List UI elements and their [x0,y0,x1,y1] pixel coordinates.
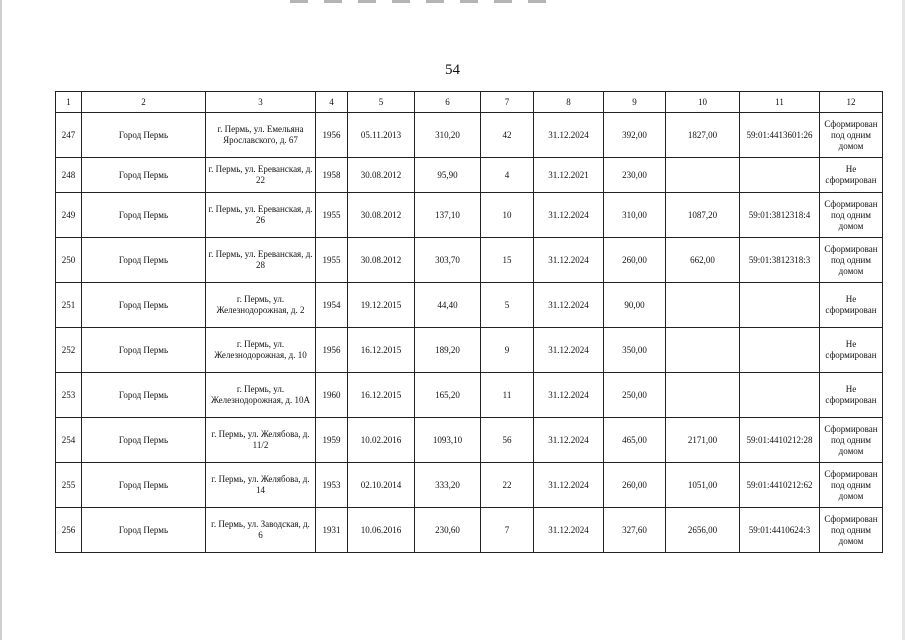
cell-build-year: 1954 [316,283,348,328]
cell-residents: 56 [481,418,534,463]
cell-residents: 4 [481,158,534,193]
cell-area: 95,90 [415,158,481,193]
cell-area: 303,70 [415,238,481,283]
table-row [56,283,883,328]
cell-build-year: 1956 [316,113,348,158]
cell-land-status: Не сформирован [820,373,883,418]
cell-date: 02.10.2014 [348,463,415,508]
cell-date: 16.12.2015 [348,373,415,418]
cell-cost: 260,00 [604,463,666,508]
cell-address: г. Пермь, ул. Заводская, д. 6 [206,508,316,553]
scan-edge-left [0,0,2,640]
cell-area: 230,60 [415,508,481,553]
column-header-9: 9 [604,92,666,113]
cell-land-area: 1051,00 [666,463,740,508]
cell-land-area [666,283,740,328]
cell-deadline: 31.12.2024 [534,283,604,328]
cell-date: 19.12.2015 [348,283,415,328]
cell-date: 10.02.2016 [348,418,415,463]
cell-build-year: 1953 [316,463,348,508]
cell-land-area [666,373,740,418]
cell-build-year: 1956 [316,328,348,373]
cell-deadline: 31.12.2024 [534,193,604,238]
cell-municipality: Город Пермь [82,193,206,238]
cell-land-status: Не сформирован [820,158,883,193]
cell-area: 165,20 [415,373,481,418]
scan-artifact-top [290,0,560,3]
cell-municipality: Город Пермь [82,158,206,193]
column-header-12: 12 [820,92,883,113]
cell-cadastral-number: 59:01:4413601:26 [740,113,820,158]
cell-cost: 250,00 [604,373,666,418]
cell-municipality: Город Пермь [82,283,206,328]
cell-cadastral-number: 59:01:4410624:3 [740,508,820,553]
cell-cost: 327,60 [604,508,666,553]
cell-residents: 7 [481,508,534,553]
cell-cost: 260,00 [604,238,666,283]
column-header-11: 11 [740,92,820,113]
cell-land-area: 1087,20 [666,193,740,238]
cell-address: г. Пермь, ул. Емельяна Ярославского, д. 67 [206,113,316,158]
column-header-10: 10 [666,92,740,113]
cell-municipality: Город Пермь [82,463,206,508]
cell-municipality: Город Пермь [82,238,206,283]
cell-cost: 350,00 [604,328,666,373]
cell-land-area: 2171,00 [666,418,740,463]
column-header-7: 7 [481,92,534,113]
cell-cadastral-number [740,158,820,193]
cell-row-number: 251 [56,283,82,328]
cell-municipality: Город Пермь [82,418,206,463]
cell-row-number: 253 [56,373,82,418]
column-header-4: 4 [316,92,348,113]
cell-address: г. Пермь, ул. Ереванская, д. 22 [206,158,316,193]
header-row [56,92,883,113]
column-header-2: 2 [82,92,206,113]
cell-municipality: Город Пермь [82,328,206,373]
cell-address: г. Пермь, ул. Железнодорожная, д. 2 [206,283,316,328]
table-header [56,92,883,113]
column-header-5: 5 [348,92,415,113]
cell-address: г. Пермь, ул. Железнодорожная, д. 10 [206,328,316,373]
page-number: 54 [445,62,460,78]
cell-row-number: 249 [56,193,82,238]
cell-land-area [666,158,740,193]
cell-cadastral-number [740,328,820,373]
cell-date: 10.06.2016 [348,508,415,553]
column-header-6: 6 [415,92,481,113]
cell-build-year: 1958 [316,158,348,193]
cell-build-year: 1931 [316,508,348,553]
cell-municipality: Город Пермь [82,373,206,418]
cell-cadastral-number: 59:01:3812318:4 [740,193,820,238]
cell-cost: 90,00 [604,283,666,328]
cell-land-area: 662,00 [666,238,740,283]
cell-address: г. Пермь, ул. Желябова, д. 11/2 [206,418,316,463]
cell-residents: 5 [481,283,534,328]
cell-date: 16.12.2015 [348,328,415,373]
cell-area: 310,20 [415,113,481,158]
cell-date: 30.08.2012 [348,158,415,193]
table-row [56,158,883,193]
cell-cadastral-number: 59:01:3812318:3 [740,238,820,283]
cell-address: г. Пермь, ул. Ереванская, д. 26 [206,193,316,238]
table-row [56,508,883,553]
cell-land-area [666,328,740,373]
table-row [56,328,883,373]
cell-municipality: Город Пермь [82,113,206,158]
cell-deadline: 31.12.2024 [534,508,604,553]
table-row [56,193,883,238]
cell-build-year: 1955 [316,193,348,238]
cell-cadastral-number [740,283,820,328]
table-body [56,113,883,553]
housing-register-table [55,91,883,553]
cell-address: г. Пермь, ул. Желябова, д. 14 [206,463,316,508]
cell-build-year: 1955 [316,238,348,283]
cell-area: 137,10 [415,193,481,238]
cell-residents: 10 [481,193,534,238]
cell-address: г. Пермь, ул. Железнодорожная, д. 10А [206,373,316,418]
cell-land-status: Сформирован под одним домом [820,238,883,283]
cell-residents: 9 [481,328,534,373]
cell-municipality: Город Пермь [82,508,206,553]
cell-area: 1093,10 [415,418,481,463]
cell-build-year: 1960 [316,373,348,418]
cell-row-number: 255 [56,463,82,508]
cell-land-status: Сформирован под одним домом [820,508,883,553]
cell-land-status: Не сформирован [820,328,883,373]
cell-deadline: 31.12.2024 [534,373,604,418]
cell-date: 30.08.2012 [348,193,415,238]
table-row [56,418,883,463]
cell-land-status: Сформирован под одним домом [820,113,883,158]
cell-row-number: 254 [56,418,82,463]
column-header-8: 8 [534,92,604,113]
cell-deadline: 31.12.2024 [534,238,604,283]
cell-address: г. Пермь, ул. Ереванская, д. 28 [206,238,316,283]
cell-date: 30.08.2012 [348,238,415,283]
cell-deadline: 31.12.2024 [534,328,604,373]
cell-cadastral-number: 59:01:4410212:62 [740,463,820,508]
cell-row-number: 252 [56,328,82,373]
cell-row-number: 250 [56,238,82,283]
cell-land-area: 1827,00 [666,113,740,158]
table-row [56,113,883,158]
cell-row-number: 247 [56,113,82,158]
cell-residents: 42 [481,113,534,158]
table-row [56,373,883,418]
cell-row-number: 256 [56,508,82,553]
cell-deadline: 31.12.2021 [534,158,604,193]
cell-residents: 22 [481,463,534,508]
table-row [56,238,883,283]
cell-area: 333,20 [415,463,481,508]
cell-land-status: Сформирован под одним домом [820,418,883,463]
cell-deadline: 31.12.2024 [534,463,604,508]
cell-deadline: 31.12.2024 [534,113,604,158]
cell-cost: 392,00 [604,113,666,158]
cell-area: 189,20 [415,328,481,373]
table-row [56,463,883,508]
cell-cadastral-number: 59:01:4410212:28 [740,418,820,463]
cell-row-number: 248 [56,158,82,193]
cell-cost: 465,00 [604,418,666,463]
cell-area: 44,40 [415,283,481,328]
cell-land-area: 2656,00 [666,508,740,553]
cell-cadastral-number [740,373,820,418]
cell-date: 05.11.2013 [348,113,415,158]
cell-cost: 230,00 [604,158,666,193]
column-header-1: 1 [56,92,82,113]
column-header-3: 3 [206,92,316,113]
cell-residents: 11 [481,373,534,418]
cell-cost: 310,00 [604,193,666,238]
cell-build-year: 1959 [316,418,348,463]
cell-land-status: Сформирован под одним домом [820,463,883,508]
cell-residents: 15 [481,238,534,283]
cell-land-status: Не сформирован [820,283,883,328]
cell-land-status: Сформирован под одним домом [820,193,883,238]
cell-deadline: 31.12.2024 [534,418,604,463]
